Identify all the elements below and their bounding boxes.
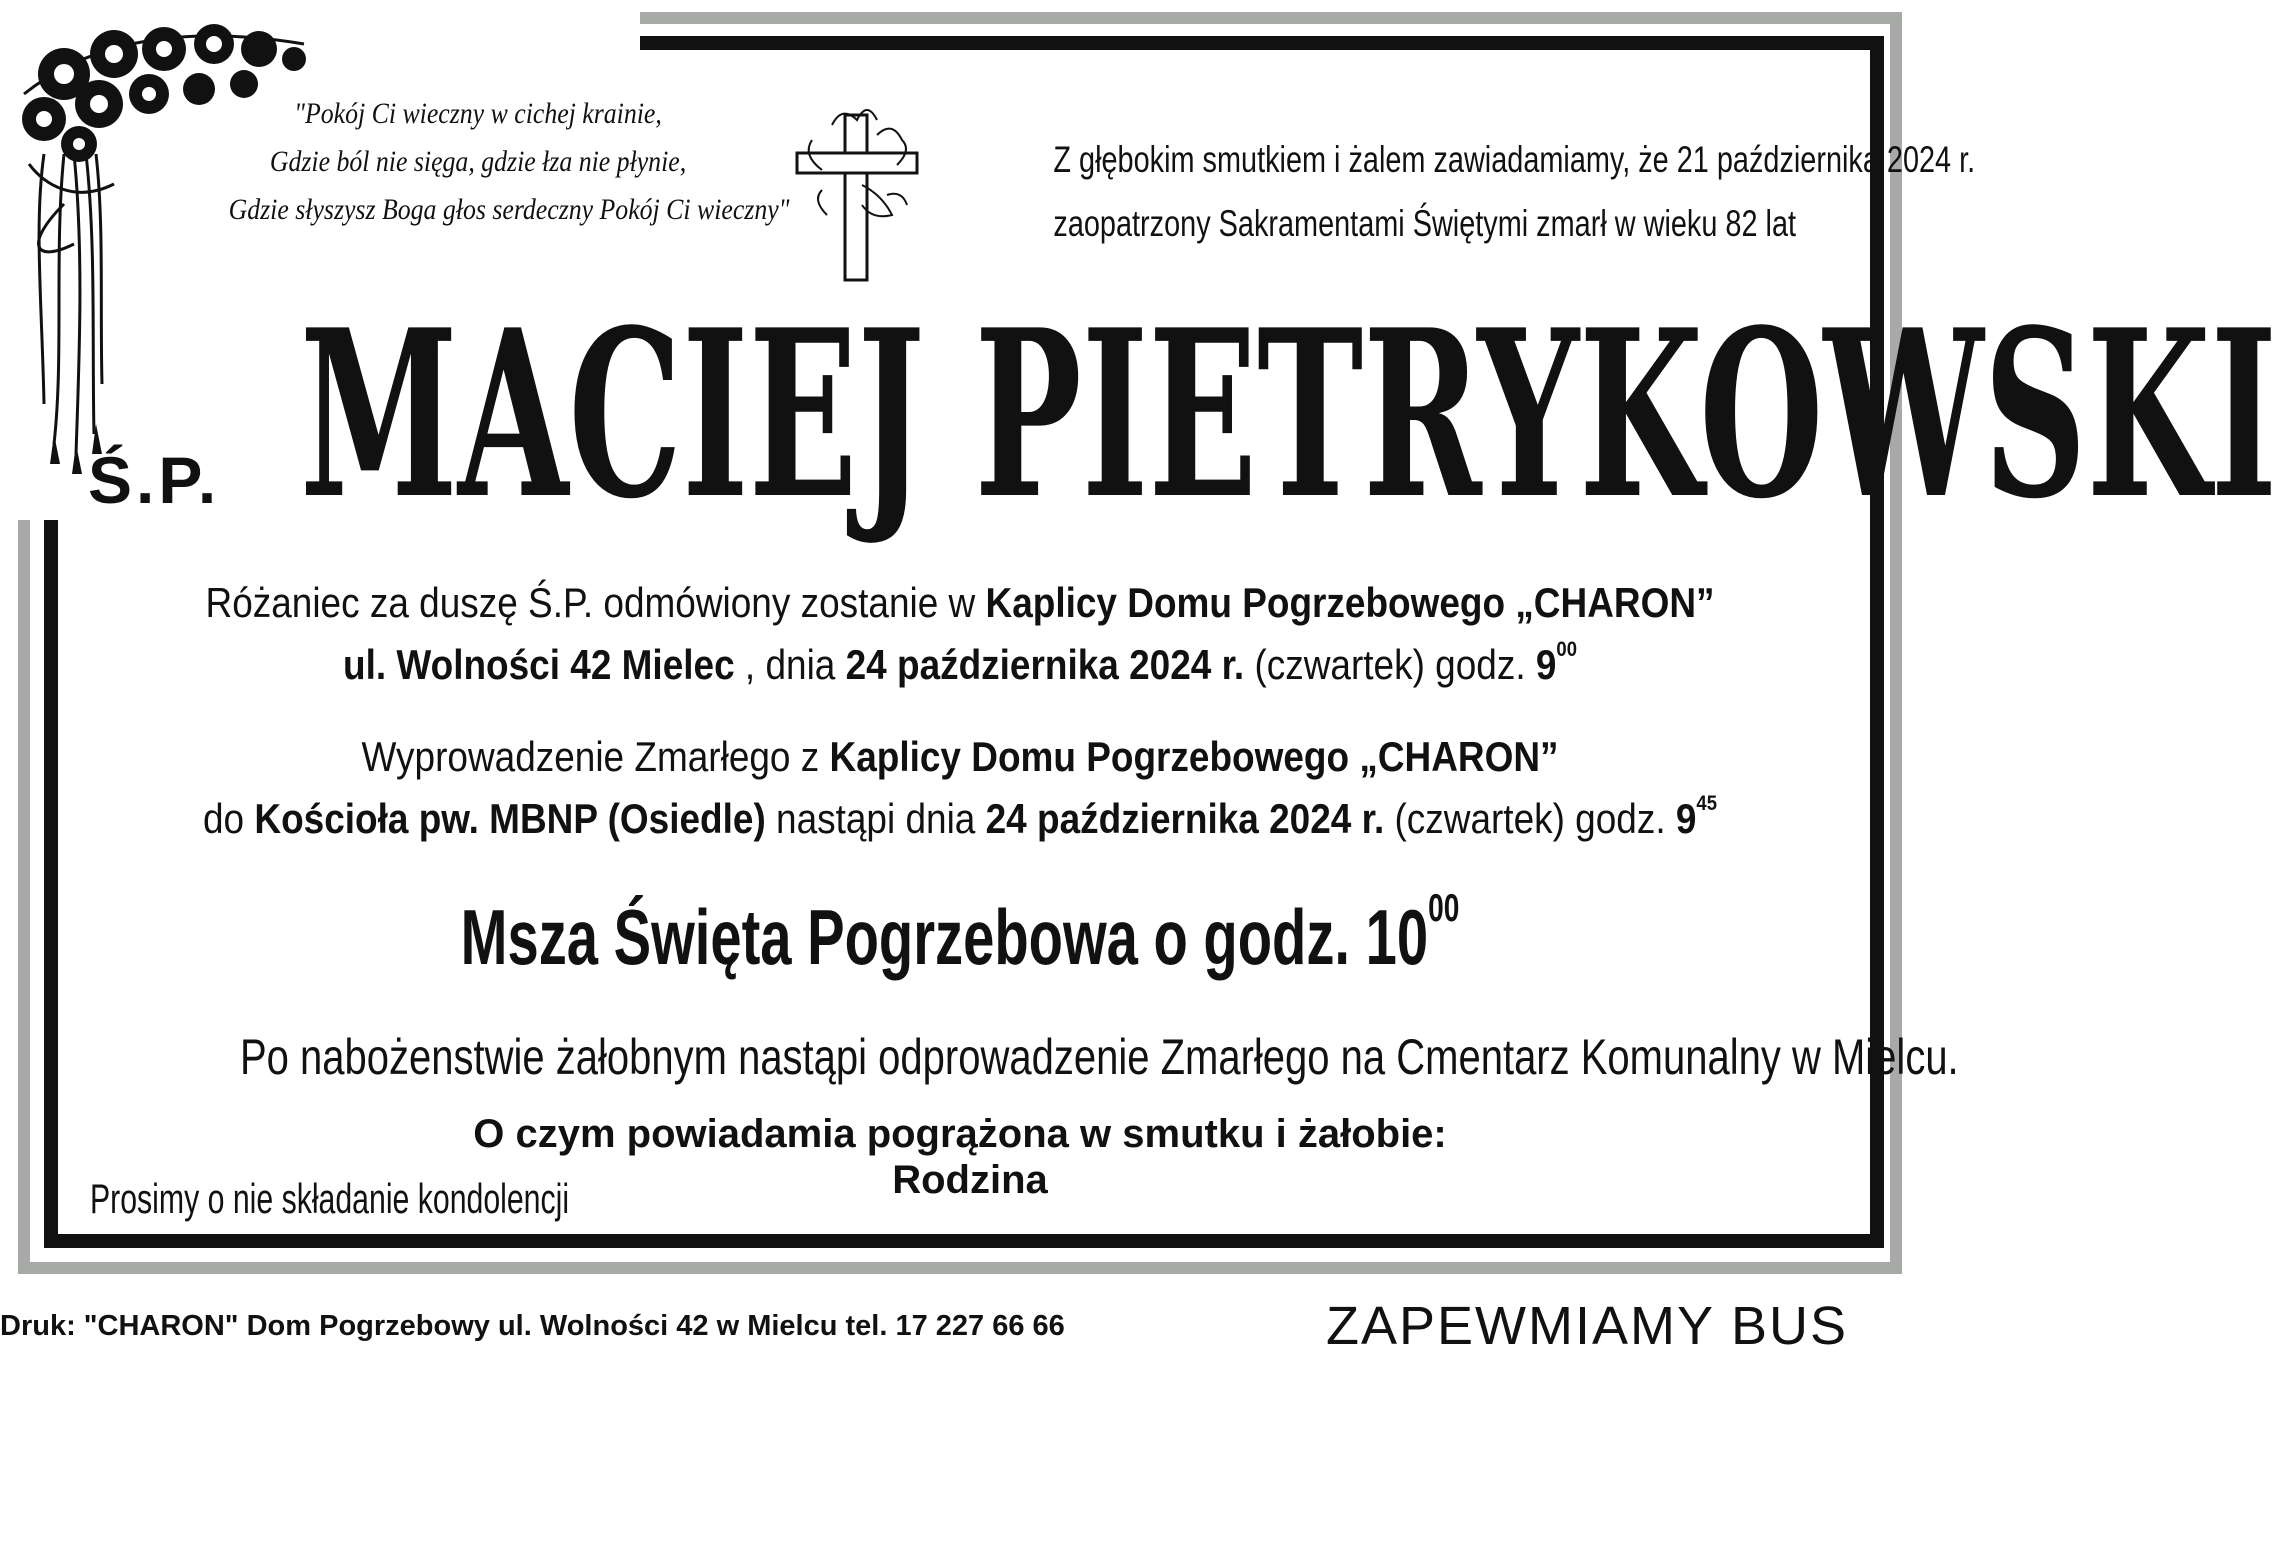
poem-line: Gdzie ból nie sięga, gdzie łza nie płynie, [269,145,687,178]
procession-info [60,726,1860,850]
after-service [60,1028,1959,1086]
mass-text: Msza Święta Pogrzebowa o godz. 10 [460,893,1429,981]
text: (czwartek) godz. [1384,795,1676,842]
procession-line-2 [168,788,1752,850]
rosary-info [60,572,1860,696]
rosary-line-1 [168,572,1752,634]
text: nastąpi dnia [765,795,986,842]
no-condolences-note: Prosimy o nie składanie kondolencji [90,1175,570,1222]
church-name: Kościoła pw. MBNP (Osiedle) [254,795,766,842]
poem-line: Gdzie słyszysz Boga głos serdeczny Pokój Ci wieczny" [228,193,790,226]
closing-line: O czym powiadamia pogrążona w smutku i żałobie: [473,1112,1447,1156]
date: 24 października 2024 r. [985,795,1385,842]
address: ul. Wolności 42 Mielec [343,641,735,688]
text: Wyprowadzenie Zmarłego z [361,733,830,780]
prefix-sp: Ś.P. [88,443,221,517]
printer-info: Druk: "CHARON" Dom Pogrzebowy ul. Wolności 42 w Mielcu tel. 17 227 66 66 [0,1310,1065,1342]
family-signature: Rodzina [892,1158,1048,1202]
hour: 9 [1675,795,1697,842]
cross-icon [792,95,922,285]
mass-line [312,887,1608,983]
funeral-mass [60,887,1860,983]
date: 24 października 2024 r. [845,641,1245,688]
text: Różaniec za duszę Ś.P. odmówiony zostanie w [205,579,986,626]
procession-line-1 [168,726,1752,788]
bus-notice: ZAPEWMIAMY BUS [1326,1296,1849,1356]
poem-line: "Pokój Ci wieczny w cichej krainie, [294,97,662,130]
minutes: 45 [1696,791,1717,815]
intro-line: Z głębokim smutkiem i żalem zawiadamiamy, że 21 października 2024 r. [1053,139,1976,180]
text: do [202,795,255,842]
after-text: Po nabożenstwie żałobnym nastąpi odprowadzenie Zmarłego na Cmentarz Komunalny w Mielcu. [240,1029,1959,1085]
minutes: 00 [1428,887,1460,931]
rosary-line-2 [168,634,1752,696]
chapel-name: Kaplicy Domu Pogrzebowego „CHARON” [985,579,1715,626]
announcement-intro [950,128,1976,256]
intro-line: zaopatrzony Sakramentami Świętymi zmarł w wieku 82 lat [1053,203,1797,244]
hour: 9 [1535,641,1557,688]
poem [188,90,790,234]
text: (czwartek) godz. [1244,641,1536,688]
deceased-name: MACIEJ PIETRYKOWSKI [300,280,2277,550]
minutes: 00 [1556,637,1577,661]
text: , dnia [734,641,846,688]
chapel-name: Kaplicy Domu Pogrzebowego „CHARON” [829,733,1559,780]
